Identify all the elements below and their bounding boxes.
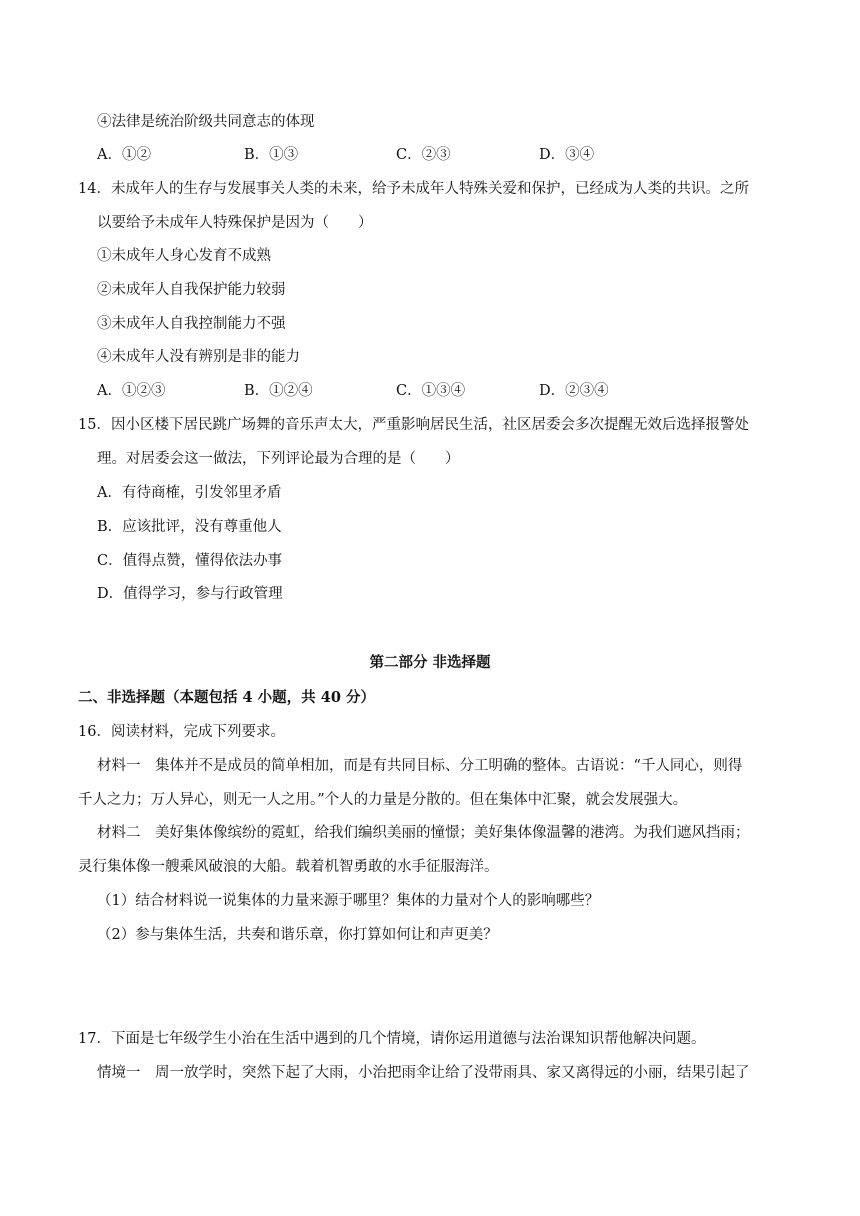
q15-option-b: B．应该批评，没有尊重他人 [97, 519, 282, 535]
q15-stem-line-2: 理。对居委会这一做法，下列评论最为合理的是（ ） [97, 451, 460, 467]
q16-sub-question-1: （1）结合材料说一说集体的力量来源于哪里？集体的力量对个人的影响哪些？ [97, 893, 600, 909]
q14-stem-line-1: 14．未成年人的生存与发展事关人类的未来，给予未成年人特殊关爱和保护，已经成为人类的共识。之所 [78, 181, 749, 197]
q15-option-a: A．有待商榷，引发邻里矛盾 [97, 485, 282, 501]
q13-option-d: D．③④ [539, 147, 595, 163]
q14-item-3: ③未成年人自我控制能力不强 [97, 316, 286, 332]
q17-scenario-1-line-1: 情境一 周一放学时，突然下起了大雨，小治把雨伞让给了没带雨具、家又离得远的小丽，结果引起了 [97, 1065, 750, 1081]
q13-option-b: B．①③ [244, 147, 299, 163]
q15-stem-line-1: 15．因小区楼下居民跳广场舞的音乐声太大，严重影响居民生活，社区居委会多次提醒无效后选择报警处 [78, 417, 749, 433]
q13-option-c: C．②③ [396, 147, 451, 163]
q15-option-c: C．值得点赞，懂得依法办事 [97, 553, 283, 569]
q15-option-d: D．值得学习，参与行政管理 [97, 586, 283, 602]
q16-sub-question-2: （2）参与集体生活，共奏和谐乐章，你打算如何让和声更美？ [97, 927, 498, 943]
q14-item-2: ②未成年人自我保护能力较弱 [97, 282, 286, 298]
q17-stem: 17．下面是七年级学生小治在生活中遇到的几个情境，请你运用道德与法治课知识帮他解决问题。 [78, 1031, 706, 1047]
part-two-title: 第二部分 非选择题 [369, 654, 491, 671]
q13-item-4: ④法律是统治阶级共同意志的体现 [97, 114, 315, 130]
section-two-heading: 二、非选择题（本题包括 4 小题，共 40 分） [78, 689, 375, 706]
q14-stem-line-2: 以要给予未成年人特殊保护是因为（ ） [97, 215, 373, 231]
q16-stem: 16．阅读材料，完成下列要求。 [78, 724, 285, 740]
q14-option-b: B．①②④ [244, 383, 313, 399]
q16-material-2-line-1: 材料二 美好集体像缤纷的霓虹，给我们编织美丽的憧憬；美好集体像温馨的港湾。为我们遮风挡雨； [97, 825, 750, 841]
q16-material-1-line-1: 材料一 集体并不是成员的简单相加，而是有共同目标、分工明确的整体。古语说：“千人同心，则得 [97, 758, 743, 774]
q14-option-a: A．①②③ [97, 383, 166, 399]
q16-material-2-line-2: 灵行集体像一艘乘风破浪的大船。载着机智勇敢的水手征服海洋。 [78, 859, 499, 875]
q16-material-1-line-2: 千人之力；万人异心，则无一人之用。”个人的力量是分散的。但在集体中汇聚，就会发展强大。 [78, 792, 688, 808]
q14-item-4: ④未成年人没有辨别是非的能力 [97, 349, 300, 365]
q13-option-a: A．①② [97, 147, 151, 163]
q14-item-1: ①未成年人身心发育不成熟 [97, 248, 271, 264]
q14-option-d: D．②③④ [539, 383, 609, 399]
q14-option-c: C．①③④ [396, 383, 466, 399]
